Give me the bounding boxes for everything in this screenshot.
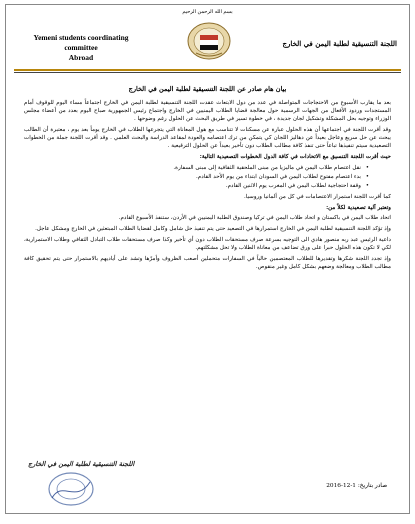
- issue-date: صادر بتاريخ: 1-12-2016: [326, 483, 387, 489]
- list-item: • نقل اعتصام طلاب اليمن في ماليزيا من مبنى الملحقية الثقافية إلى مبنى السفارة.: [24, 165, 369, 173]
- statement-title: بيان هام صادر عن اللجنة التنسيقية لطلبة اليمن في الخارج: [128, 85, 287, 93]
- statement-paragraph: وقد أقرت اللجنة في اجتماعها أن هذه الحلول عبارة عن مسكنات لا تتناسب مع هول المعاناة التي يتجرعها الطلاب في الخارج يوماً بعد يوم ، معتبرة أن الطالب يبحث عن حل سريع وعاجل بعيداً عن دهاليز اللجان كي يتمكن من ترك اعتصامه والعودة لمقاعد الدراسة والبحث العلمي . وقد أقرت اللجنة جملة من الخطوات التصعيدية سيتم تنفيذها تباعاً حتى تنفذ كافة مطالب الطلاب دون تأخير بعيداً عن الحلول الترقيعية .: [24, 127, 391, 149]
- statement-paragraph: اتحاد طلاب اليمن في باكستان و اتحاد طلاب اليمن في تركيا وصندوق الطلبة اليمنيين في الأردن، ستنفذ الأسبوع القادم.: [118, 215, 391, 222]
- list-item: • وقفة احتجاجية لطلاب اليمن في المغرب يوم الاثنين القادم.: [24, 183, 369, 191]
- org-name-english: [16, 33, 146, 63]
- stamp-icon: [46, 470, 96, 508]
- list-item: • بدء اعتصام مفتوح لطلاب اليمن في السودان ابتداء من يوم الأحد القادم.: [24, 174, 369, 182]
- document-page: [5, 4, 410, 514]
- statement-paragraph: بعد ما يقارب الأسبوع من الاحتجاجات المتواصلة في عدد من دول الابتعاث عقدت اللجنة التنسيقية لطلبة اليمن في الخارج اجتماعاً مساء اليوم للوقوف أمام المستجدات وردود الأفعال من الجهات الرسمية حول معالجة قضايا الطلاب اليمنيين في الخارج واجتماع رئيس الجمهورية صباح اليوم بعدد من أعضاء مجلس الوزراء وتوجيه بحل المشكلة وتشكيل لجان جديدة ، في خطوة تسير في طريق البحث عن الحلول رغم وضوحها .: [24, 100, 391, 123]
- closing-paragraph: وإذ تجدد اللجنة شكرها وتقديرها للطلاب المعتصمين حالياً في السفارات متحملين أصعب الظروف وأمرّها وتشد على أياديهم بالاستمرار حتى يتم تحقيق كافة مطالب الطلاب ومعالجة وضعهم بشكل كامل وغير منقوص.: [24, 256, 391, 271]
- header-divider-thin: [14, 72, 401, 73]
- header-divider: [14, 69, 401, 71]
- org-name-english-line2: Abroad: [68, 53, 94, 63]
- steps-list: [24, 165, 369, 191]
- statement-body: [24, 85, 391, 275]
- escalation-intro: وتعتبر آلية تصعيدية لكلاً من:: [326, 204, 391, 211]
- committee-logo-icon: [186, 21, 232, 61]
- appeal-paragraph: داعية الرئيس عبد ربه منصور هادي الى التوجيه بسرعة صرف مستحقات الطلاب دون أي تأخير وكذا صرف مستحقات طلاب التبادل الثقافي وطلاب الاستمرارية، لكي لا تكون هذه الحلول حبرا على ورق تضاعف من معاناة الطلاب ولا تحل مشكلتهم.: [24, 237, 391, 252]
- statement-paragraph: وإذ تؤكد اللجنة التنسيقية لطلبة اليمن في الخارج استمرارها في التصعيد حتى يتم تنفيذ حل شامل وكامل لقضايا الطلاب المبتعثين في الخارج ومشكل عاجل.: [35, 226, 391, 233]
- signature: اللجنة التنسيقية لطلبة اليمن في الخارج: [28, 460, 135, 468]
- basmala: بسم الله الرحمن الرحيم: [182, 9, 233, 15]
- org-name-arabic: اللجنة التنسيقية لطلبة اليمن في الخارج: [282, 39, 397, 48]
- org-name-english-line1: Yemeni students coordinating committee: [33, 33, 129, 53]
- continue-note: كما أقرت اللجنة استمرار الاعتصامات في كل من ألمانيا وروسيا.: [244, 193, 391, 200]
- steps-intro: حيث أقرت اللجنة التنسيق مع الاتحادات في كافة الدول الخطوات التصعيدية التالية:: [199, 153, 391, 160]
